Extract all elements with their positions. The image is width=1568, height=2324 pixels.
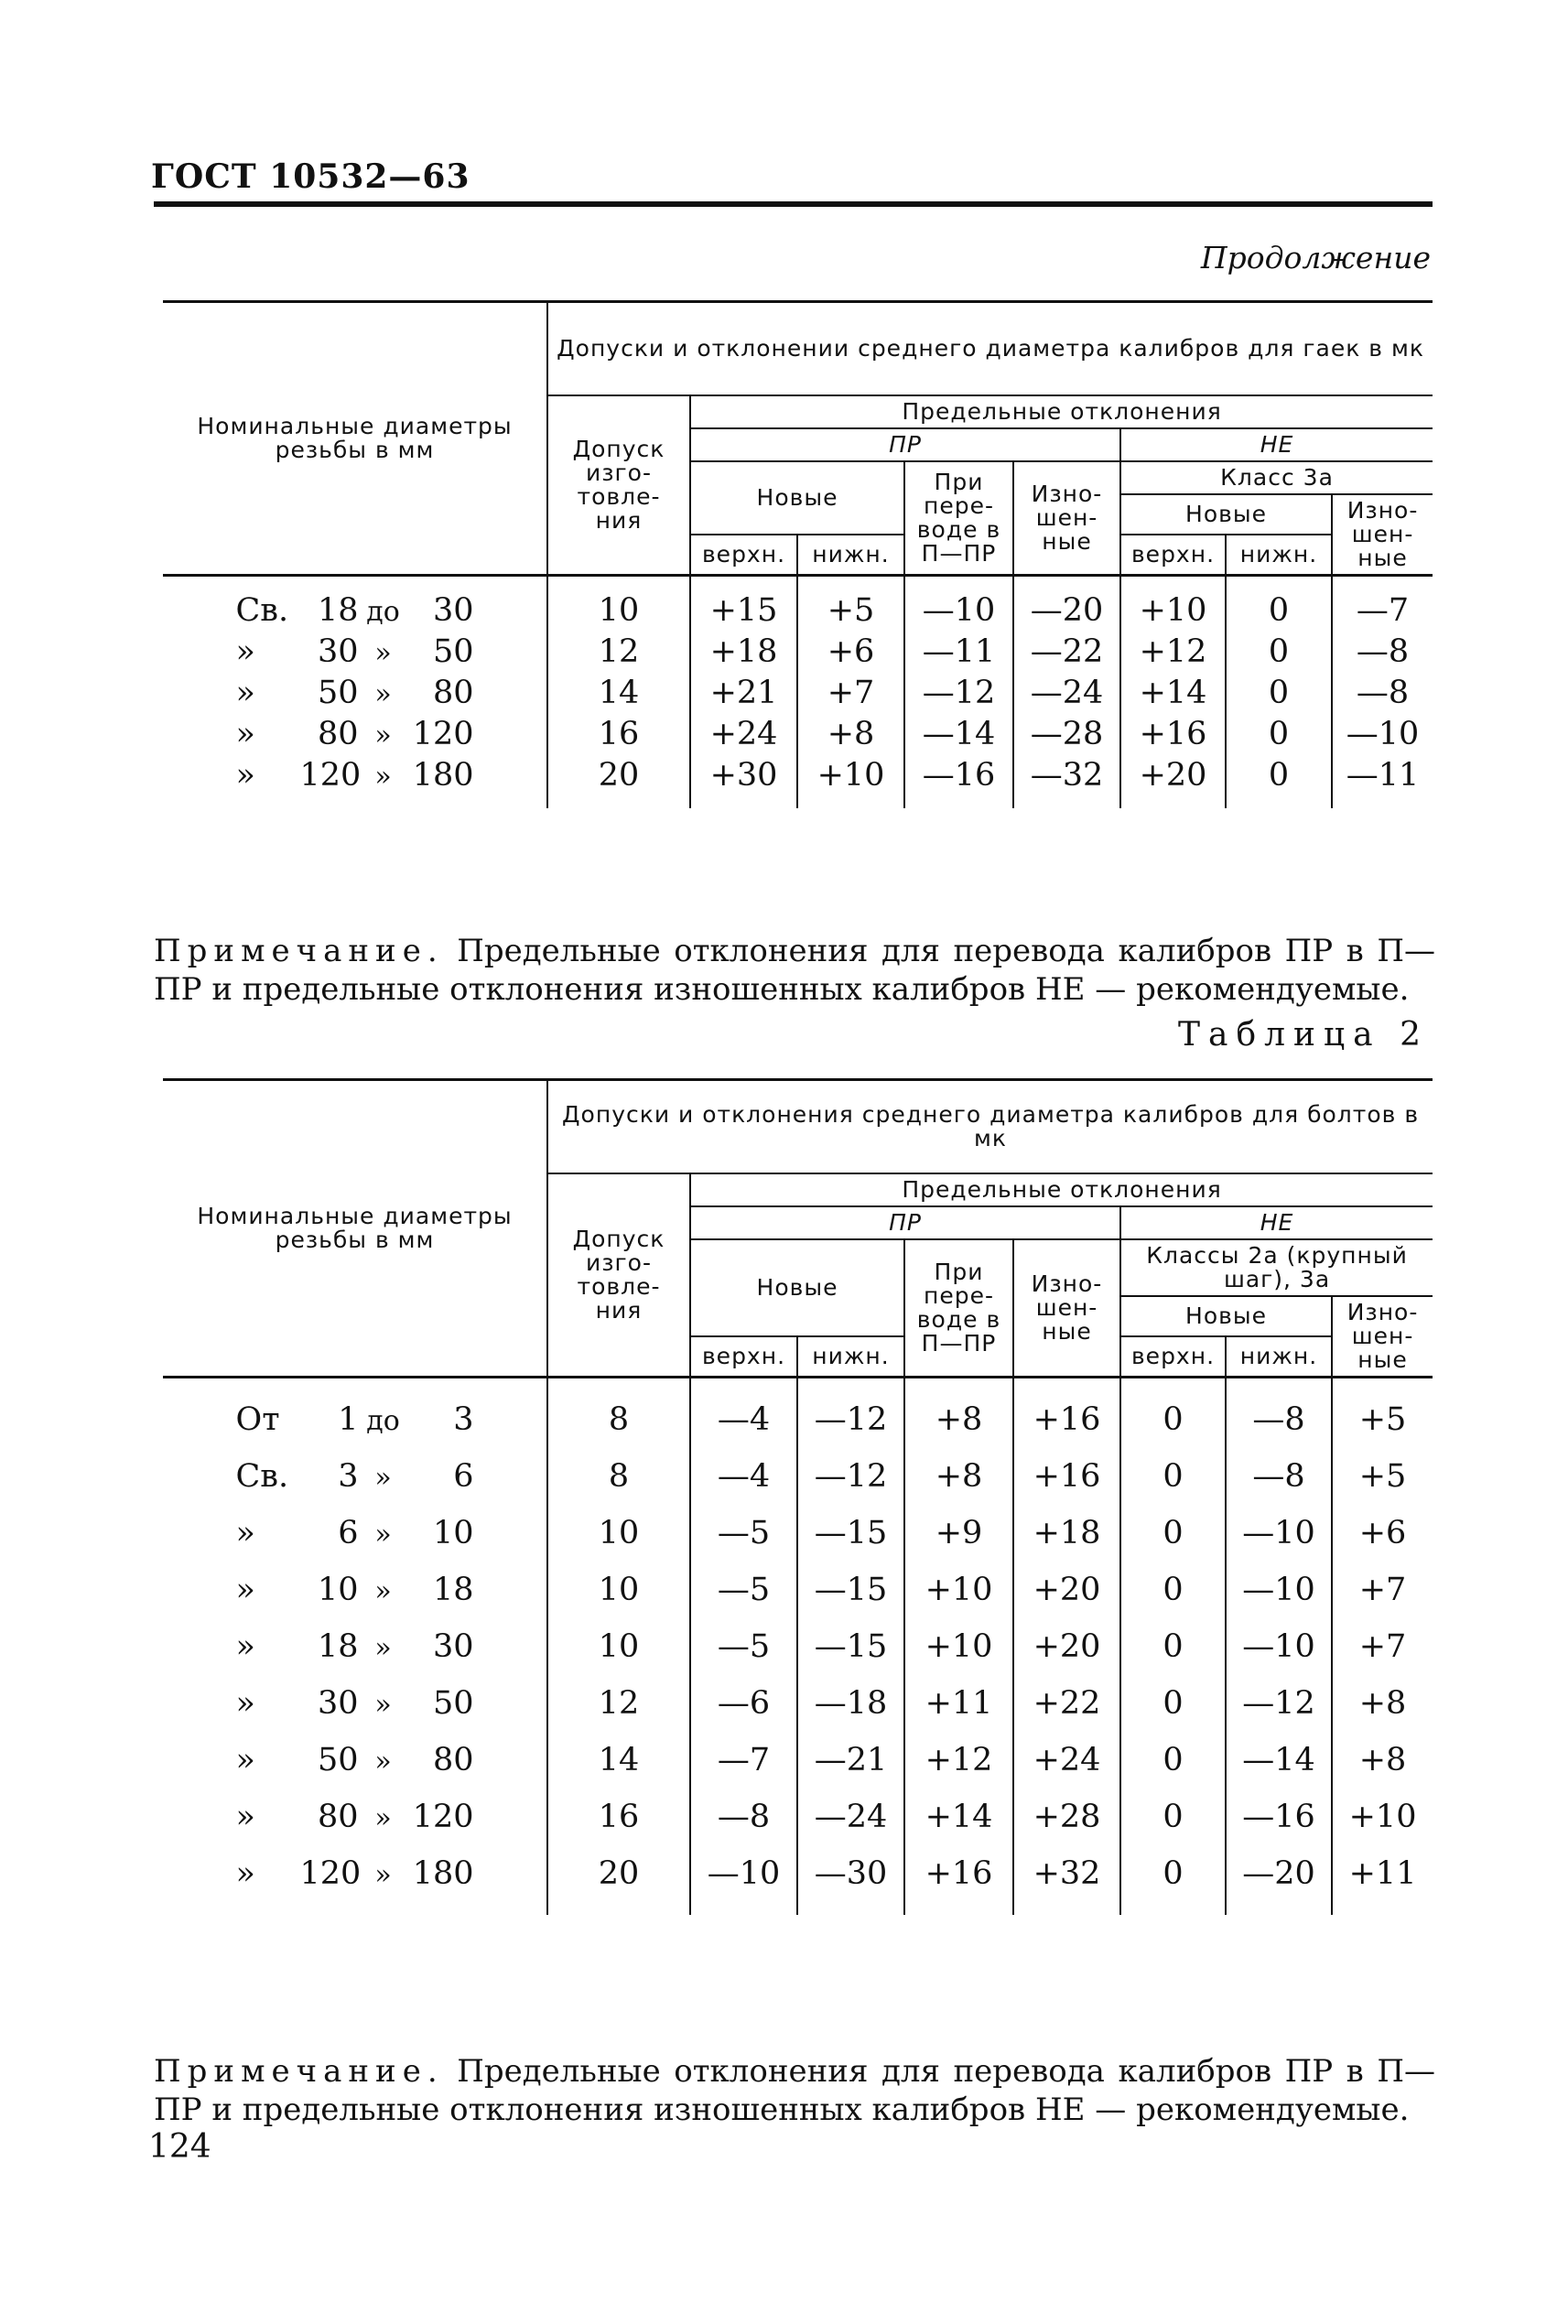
worn-cell: +16 (1013, 1448, 1120, 1505)
ne-upper-cell: +20 (1120, 754, 1226, 808)
ne-upper-cell: 0 (1120, 1448, 1226, 1505)
table-row (163, 1378, 1433, 1449)
table-row (163, 1845, 1433, 1915)
ne-worn-cell: +8 (1332, 1732, 1433, 1789)
tolerance-cell: 10 (547, 1618, 690, 1675)
pr-lower-header: нижн. (797, 535, 904, 576)
pr-upper-cell: —6 (690, 1675, 797, 1732)
ne-upper-cell: 0 (1120, 1562, 1226, 1618)
pr-upper-cell: +30 (690, 754, 797, 808)
pr-lower-cell: +6 (797, 631, 904, 672)
table-2-title: Таблица 2 (1178, 1016, 1429, 1054)
range-cell: » 120 » 180 (163, 1845, 547, 1915)
pr-upper-cell: —7 (690, 1732, 797, 1789)
ne-worn-cell: +5 (1332, 1378, 1433, 1449)
tolerance-cell: 14 (547, 672, 690, 713)
pr-upper-cell: —5 (690, 1505, 797, 1562)
tolerance-cell: 8 (547, 1378, 690, 1449)
ne-worn-cell: —11 (1332, 754, 1433, 808)
transfer-cell: +14 (904, 1789, 1013, 1845)
pr-lower-header: нижн. (797, 1336, 904, 1378)
document-header: ГОСТ 10532—63 (151, 157, 470, 196)
table-row (163, 1732, 1433, 1789)
pr-upper-cell: +18 (690, 631, 797, 672)
tolerance-cell: 10 (547, 576, 690, 632)
table-row (163, 1789, 1433, 1845)
table-row (163, 754, 1433, 808)
worn-cell: —24 (1013, 672, 1120, 713)
transfer-cell: +10 (904, 1562, 1013, 1618)
ne-worn-cell: +7 (1332, 1618, 1433, 1675)
range-cell: Св. 3 » 6 (163, 1448, 547, 1505)
transfer-cell: +12 (904, 1732, 1013, 1789)
pr-lower-cell: +8 (797, 713, 904, 754)
transfer-cell: +9 (904, 1505, 1013, 1562)
ne-header: НЕ (1120, 1206, 1433, 1239)
tolerance-cell: 14 (547, 1732, 690, 1789)
table-bolts (163, 1078, 1433, 1915)
main-header: Допуски и отклонении среднего диаметра калибров для гаек в мк (547, 302, 1433, 396)
worn-cell: +20 (1013, 1562, 1120, 1618)
pr-upper-cell: —4 (690, 1448, 797, 1505)
range-cell: » 10 » 18 (163, 1562, 547, 1618)
ne-lower-cell: 0 (1226, 576, 1332, 632)
ne-lower-header: нижн. (1226, 535, 1332, 576)
range-cell: » 30 » 50 (163, 1675, 547, 1732)
tolerance-cell: 20 (547, 754, 690, 808)
pr-lower-cell: —15 (797, 1562, 904, 1618)
ne-lower-cell: —14 (1226, 1732, 1332, 1789)
table-row (163, 1562, 1433, 1618)
worn-cell: +18 (1013, 1505, 1120, 1562)
ne-worn-cell: +8 (1332, 1675, 1433, 1732)
limits-header: Предельные отклонения (690, 1173, 1433, 1206)
ne-header: НЕ (1120, 428, 1433, 461)
worn-cell: +32 (1013, 1845, 1120, 1915)
table-row (163, 713, 1433, 754)
table-row (163, 576, 1433, 632)
pr-lower-cell: +7 (797, 672, 904, 713)
ne-lower-cell: 0 (1226, 631, 1332, 672)
range-cell: » 120 » 180 (163, 754, 547, 808)
range-cell: » 80 » 120 (163, 1789, 547, 1845)
ne-upper-cell: 0 (1120, 1378, 1226, 1449)
range-cell: » 80 » 120 (163, 713, 547, 754)
table-row (163, 672, 1433, 713)
worn-cell: —32 (1013, 754, 1120, 808)
transfer-cell: +10 (904, 1618, 1013, 1675)
table-row (163, 1618, 1433, 1675)
ne-worn-cell: —7 (1332, 576, 1433, 632)
ne-lower-cell: —10 (1226, 1562, 1332, 1618)
pr-upper-cell: —8 (690, 1789, 797, 1845)
transfer-cell: —14 (904, 713, 1013, 754)
ne-lower-cell: —12 (1226, 1675, 1332, 1732)
ne-upper-cell: 0 (1120, 1505, 1226, 1562)
pr-worn-header: Изно- шен- ные (1013, 1239, 1120, 1378)
pr-upper-cell: —5 (690, 1618, 797, 1675)
col-diameter-header: Номинальные диаметры резьбы в мм (163, 302, 547, 576)
transfer-cell: +8 (904, 1448, 1013, 1505)
pr-new-header: Новые (690, 461, 904, 535)
pr-lower-cell: —15 (797, 1505, 904, 1562)
tolerance-cell: 10 (547, 1505, 690, 1562)
note-2: Примечание. Предельные отклонения для перевода калибров ПР в П—ПР и предельные отклонения изношенных калибров НЕ — рекомендуемые. (154, 2053, 1435, 2128)
ne-lower-cell: —10 (1226, 1618, 1332, 1675)
ne-upper-cell: 0 (1120, 1618, 1226, 1675)
ne-worn-cell: +11 (1332, 1845, 1433, 1915)
ne-lower-cell: —16 (1226, 1789, 1332, 1845)
ne-lower-cell: —10 (1226, 1505, 1332, 1562)
ne-lower-cell: 0 (1226, 672, 1332, 713)
ne-worn-header: Изно- шен- ные (1332, 1296, 1433, 1378)
ne-worn-cell: —8 (1332, 631, 1433, 672)
pr-new-header: Новые (690, 1239, 904, 1336)
range-cell: » 50 » 80 (163, 1732, 547, 1789)
transfer-cell: +8 (904, 1378, 1013, 1449)
pr-upper-cell: +24 (690, 713, 797, 754)
col-diameter-header: Номинальные диаметры резьбы в мм (163, 1080, 547, 1378)
pr-lower-cell: —24 (797, 1789, 904, 1845)
ne-worn-cell: +7 (1332, 1562, 1433, 1618)
ne-worn-cell: +10 (1332, 1789, 1433, 1845)
ne-upper-cell: +12 (1120, 631, 1226, 672)
tolerance-cell: 10 (547, 1562, 690, 1618)
table-row (163, 1675, 1433, 1732)
ne-upper-cell: 0 (1120, 1675, 1226, 1732)
transfer-cell: —10 (904, 576, 1013, 632)
pr-lower-cell: —18 (797, 1675, 904, 1732)
page-number: 124 (148, 2128, 211, 2166)
ne-upper-cell: +10 (1120, 576, 1226, 632)
transfer-cell: +16 (904, 1845, 1013, 1915)
note-1: Примечание. Предельные отклонения для перевода калибров ПР в П—ПР и предельные отклонения изношенных калибров НЕ — рекомендуемые. (154, 933, 1435, 1008)
pr-transfer-header: При пере- воде в П—ПР (904, 461, 1013, 576)
col-tolerance-header: Допуск изго- товле- ния (547, 395, 690, 576)
pr-lower-cell: —15 (797, 1618, 904, 1675)
range-cell: » 18 » 30 (163, 1618, 547, 1675)
ne-worn-cell: +5 (1332, 1448, 1433, 1505)
pr-upper-cell: —4 (690, 1378, 797, 1449)
range-cell: » 50 » 80 (163, 672, 547, 713)
ne-upper-cell: 0 (1120, 1845, 1226, 1915)
col-tolerance-header: Допуск изго- товле- ния (547, 1173, 690, 1378)
tolerance-cell: 8 (547, 1448, 690, 1505)
worn-cell: —20 (1013, 576, 1120, 632)
ne-upper-cell: +16 (1120, 713, 1226, 754)
table-row (163, 631, 1433, 672)
ne-upper-header: верхн. (1120, 1336, 1226, 1378)
range-cell: От 1 до 3 (163, 1378, 547, 1449)
ne-new-header: Новые (1120, 494, 1332, 535)
ne-upper-header: верхн. (1120, 535, 1226, 576)
pr-upper-cell: —5 (690, 1562, 797, 1618)
table-row (163, 1448, 1433, 1505)
limits-header: Предельные отклонения (690, 395, 1433, 428)
tolerance-cell: 16 (547, 1789, 690, 1845)
range-cell: Св. 18 до 30 (163, 576, 547, 632)
worn-cell: +22 (1013, 1675, 1120, 1732)
pr-upper-cell: +15 (690, 576, 797, 632)
ne-worn-cell: +6 (1332, 1505, 1433, 1562)
ne-worn-header: Изно- шен- ные (1332, 494, 1433, 576)
transfer-cell: +11 (904, 1675, 1013, 1732)
ne-upper-cell: 0 (1120, 1732, 1226, 1789)
worn-cell: +24 (1013, 1732, 1120, 1789)
tolerance-cell: 16 (547, 713, 690, 754)
ne-worn-cell: —10 (1332, 713, 1433, 754)
table-nuts (163, 300, 1433, 808)
ne-lower-cell: 0 (1226, 713, 1332, 754)
range-cell: » 30 » 50 (163, 631, 547, 672)
ne-new-header: Новые (1120, 1296, 1332, 1336)
table-row (163, 1505, 1433, 1562)
ne-lower-cell: —8 (1226, 1378, 1332, 1449)
pr-header: ПР (690, 1206, 1120, 1239)
pr-lower-cell: —21 (797, 1732, 904, 1789)
ne-class-header: Классы 2а (крупный шаг), 3а (1120, 1239, 1433, 1296)
pr-header: ПР (690, 428, 1120, 461)
header-rule (154, 201, 1433, 207)
ne-worn-cell: —8 (1332, 672, 1433, 713)
ne-upper-cell: 0 (1120, 1789, 1226, 1845)
worn-cell: +20 (1013, 1618, 1120, 1675)
pr-lower-cell: +10 (797, 754, 904, 808)
worn-cell: +16 (1013, 1378, 1120, 1449)
ne-lower-cell: 0 (1226, 754, 1332, 808)
pr-upper-header: верхн. (690, 1336, 797, 1378)
worn-cell: —22 (1013, 631, 1120, 672)
transfer-cell: —12 (904, 672, 1013, 713)
ne-lower-cell: —8 (1226, 1448, 1332, 1505)
tolerance-cell: 12 (547, 1675, 690, 1732)
ne-class-header: Класс 3а (1120, 461, 1433, 494)
ne-lower-cell: —20 (1226, 1845, 1332, 1915)
pr-transfer-header: При пере- воде в П—ПР (904, 1239, 1013, 1378)
ne-lower-header: нижн. (1226, 1336, 1332, 1378)
transfer-cell: —11 (904, 631, 1013, 672)
tolerance-cell: 12 (547, 631, 690, 672)
transfer-cell: —16 (904, 754, 1013, 808)
main-header: Допуски и отклонения среднего диаметра калибров для болтов в мк (547, 1080, 1433, 1174)
pr-upper-cell: +21 (690, 672, 797, 713)
pr-worn-header: Изно- шен- ные (1013, 461, 1120, 576)
pr-lower-cell: —12 (797, 1378, 904, 1449)
continuation-label: Продолжение (1200, 240, 1431, 276)
ne-upper-cell: +14 (1120, 672, 1226, 713)
worn-cell: —28 (1013, 713, 1120, 754)
range-cell: » 6 » 10 (163, 1505, 547, 1562)
tolerance-cell: 20 (547, 1845, 690, 1915)
worn-cell: +28 (1013, 1789, 1120, 1845)
pr-lower-cell: —12 (797, 1448, 904, 1505)
pr-upper-cell: —10 (690, 1845, 797, 1915)
pr-lower-cell: —30 (797, 1845, 904, 1915)
pr-upper-header: верхн. (690, 535, 797, 576)
pr-lower-cell: +5 (797, 576, 904, 632)
